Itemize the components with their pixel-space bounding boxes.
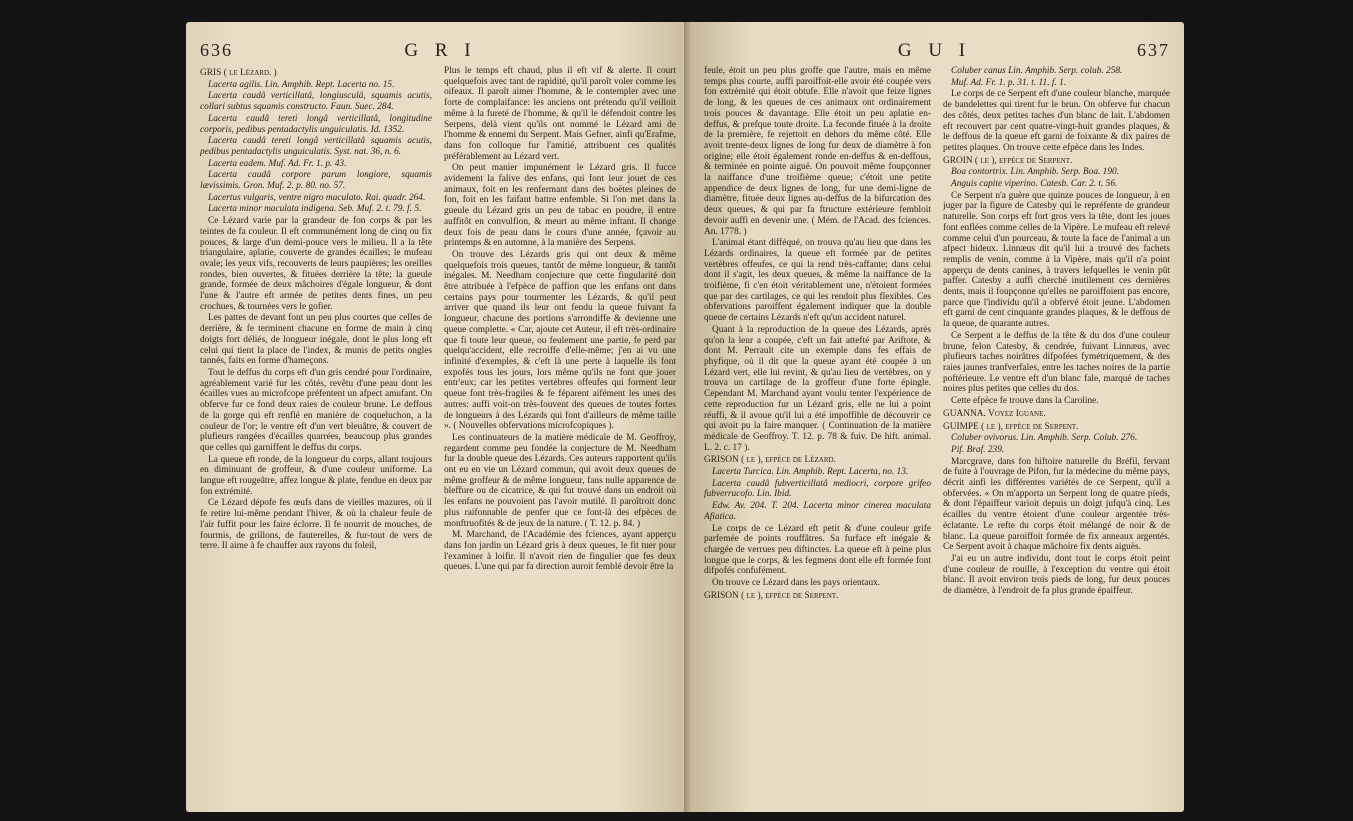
synonym-line: Coluber ovivorus. Lin. Amphib. Serp. Colub. 276. bbox=[951, 433, 1138, 444]
entry-heading: GRISON ( le ), efpèce de Serpent. bbox=[704, 590, 839, 601]
paragraph: Ce Serpent a le deffus de la tête & du dos d'une couleur brune, felon Catesby, & cendrée, fuivant Linnæus, avec plufieurs taches noirâtres difpofées fymétriquement, & des raies jaunes tranfverfales, entre les taches noires de la partie poftérieure. Le ventre eft d'un blanc fale, marqué de taches noires plus petites que celles du dos. bbox=[943, 330, 1170, 395]
synonym-line: Pif. Braf. 239. bbox=[951, 444, 1005, 455]
synonym-line: Lacerta caudâ tereti longâ verticillatâ, longitudine corporis, pedibus pentadactylis unguiculatis. Id. 1352. bbox=[200, 113, 432, 135]
right-page-header bbox=[704, 40, 1170, 62]
synonym-line: Lacerta caudâ tereti longâ verticillatâ squamis acutis, pedibus pentadactylis unguiculatis. Syst. nat. 36, n. 6. bbox=[200, 136, 432, 157]
right-column-1 bbox=[704, 66, 931, 810]
entry-heading: GROIN ( le ), efpèce de Serpent. bbox=[943, 155, 1073, 166]
synonym-line: Muf. Ad. Fr. 1. p. 31. t. 11. f. 1. bbox=[951, 77, 1067, 88]
paragraph: Ce Serpent n'a guère que quinze pouces de longueur, à en juger par la figure de Catesby qui le repréfente de grandeur naturelle. Son corps eft fort gros vers la tête, dont les joues font enflées comme celles de la Vipère. Le mufeau eft relevé comme celui d'un pourceau, & toute la face de l'animal a un afpect hideux. Linnæus dit qu'il lui a trouvé des fachets remplis de venin, comme à la Vipère, mais qu'il n'a point apperçu de dents canines, à travers lefquelles le venin pût paffer. Catesby a auffi cherché inutilement ces dernières dents, mais il foupçonne qu'elles ne paroiffoient pas encore, parce que l'individu qu'il a obfervé étoit jeune. L'abdomen eft garni de cent cinquante grandes plaques, & le deffous de la queue, de quarante autres. bbox=[943, 190, 1170, 330]
left-column-1 bbox=[200, 66, 432, 810]
paragraph: Tout le deffus du corps eft d'un gris cendré pour l'ordinaire, agréablement varié fur les côtés, revêtu d'une peau dont les écailles vues au microfcope préfentent un afpect amufant. On obferve fur ce fond deux raies de couleur brune. Le deffous de la gorge qui eft renflé en manière de coqueluchon, a la couleur de l'or; le ventre eft d'un vert bleuâtre, & couvert de plufieurs rangées d'écailles quarrées, beaucoup plus grandes que celles qui garniffent le deffus du corps. bbox=[200, 367, 432, 453]
right-page bbox=[690, 22, 1184, 812]
right-page-number: 637 bbox=[1137, 40, 1170, 60]
paragraph: L'animal étant difféqué, on trouva qu'au lieu que dans les Lézards ordinaires, la queue eft formée par de petites vertèbres offeufes, ce qui la rend très-caffante; dans celui dont il s'agit, les deux queues, & même la naiffance de la troifième, fi c'en étoit véritablement une, n'étoient formées que par des cartilages, ce qui les rendoit plus flexibles. Ces obfervations paroiffent également indiquer que la double queue de certains Lézards n'eft qu'un accident naturel. bbox=[704, 238, 931, 324]
synonym-line: Anguis capite viperino. Catesb. Car. 2. t. 56. bbox=[951, 179, 1118, 190]
synonym-line: Lacerta minor maculata indigena. Seb. Muf. 2. t. 79. f. 5. bbox=[208, 204, 422, 215]
synonym-line: Lacerta caudâ verticillatâ, longiusculâ, squamis acutis, collari subtus squamis constructo. Faun. Suec. 284. bbox=[200, 91, 432, 113]
paragraph: Plus le temps eft chaud, plus il eft vif & alerte. Il court quelquefois avec tant de rapidité, qu'il paroît voler comme les oifeaux. Il paroît aimer l'homme, & le contempler avec une forte de complaifance: les anciens ont prétendu qu'il veilloit même à la fureté de l'homme, & qu'il le défendoit contre les Serpens, delà vient qu'ils ont nommé le Lézard ami de l'homme & ennemi du Serpent. Mais Gefner, ainfi qu'Erafme, dans fon colloque fur l'amitié, attribuent ces qualités préférablement au Lézard vert. bbox=[444, 66, 676, 162]
entry-heading: GRISON ( le ), efpèce de Lézard. bbox=[704, 455, 836, 466]
paragraph: Cette efpèce fe trouve dans la Caroline. bbox=[951, 396, 1099, 407]
synonym-line: Lacertus vulgaris, ventre nigro maculato. Rai. quadr. 264. bbox=[208, 192, 426, 203]
paragraph: Marcgrave, dans fon hiftoire naturelle du Bréfil, fervant de fuite à l'ouvrage de Pifon, fur la médecine du même pays, décrit ainfi les différentes variétés de ce Serpent, qu'il a obfervées. « On m'apporta un Serpent long de quatre pieds, & dont l'épaiffeur varioit depuis un doigt jufqu'à cinq. Les écailles du ventre étoient d'une couleur argentée très-éclatante. Le refte du corps étoit mélangé de noir & de blanc. La queue paroiffoit formée de fix anneaux argentés. Ce Serpent avoit à chaque mâchoire fix dents aiguës. bbox=[943, 456, 1170, 553]
left-page-header bbox=[200, 40, 676, 62]
left-page-number: 636 bbox=[200, 40, 233, 60]
paragraph: Les pattes de devant font un peu plus courtes que celles de derrière, & fe terminent chacune en forme de main à cinq doigts fort déliés, de longueur inégale, dont le plus long eft celui qui tient la place de l'index, & munis de petits ongles tannés, faits en forme d'hameçons. bbox=[200, 313, 432, 367]
left-page bbox=[186, 22, 690, 812]
paragraph: J'ai eu un autre individu, dont tout le corps étoit peint d'une couleur de rouille, à l'exception du ventre qui étoit blanc. Il avoit environ trois pieds de long, fur deux pouces de diamètre, à l'endroit de fa plus grande épaiffeur. bbox=[943, 553, 1170, 597]
synonym-line: Lacerta caudâ corpore parum longiore, squamis lævissimis. Gron. Muf. 2. p. 80. no. 57. bbox=[200, 170, 432, 192]
synonym-line: Lacerta Turcica. Lin. Amphib. Rept. Lacerta, no. 13. bbox=[712, 467, 909, 478]
paragraph: Ce Lézard varie par la grandeur de fon corps & par les teintes de fa couleur. Il eft communément long de cinq ou fix pouces, & large d'un demi-pouce vers le milieu. Il a la tête triangulaire, aplatie, couverte de grandes écailles; le mufeau ovale; les yeux vifs, recouverts de leurs paupières; les oreilles rondes, bien ouvertes, & fituées derrière la tête; la gueule grande, formée de deux mâchoires d'égale longueur, & dont l'une & l'autre eft armée de petites dents fines, un peu crochues, & tournées vers le gofier. bbox=[200, 216, 432, 312]
paragraph: On trouve ce Lézard dans les pays orientaux. bbox=[712, 578, 881, 589]
paragraph: Le corps de ce Serpent eft d'une couleur blanche, marquée de bandelettes qui tirent fur le brun. On obferve fur chacun des côtés, deux petites taches d'un blanc de lait. L'abdomen eft recouvert par cent quatre-vingt-huit grandes plaques, & le deffous de la queue eft garni de foixante & dix paires de petites plaques. On trouve cette efpèce dans les Indes. bbox=[943, 89, 1170, 153]
paragraph: feule, étoit un peu plus groffe que l'autre, mais en même temps plus courte, auffi paroiffoit-elle avoir été coupée vers fon extrémité qui étoit obtufe. Elle n'avoit que feize lignes de long, & les queues de ces animaux ont ordinairement trois pouces & davantage. Elle étoit un peu aplatie en-deffus, & prefque toute droite. La feconde fituée à la droite de la première, fe rejettoit en dehors du même côté. Elle avoit trente-deux lignes de long fur deux de diamètre à fon origine; elle étoit également ronde en-deffus & en-deffous, & terminée en pointe aiguë. On pouvoit même foupçonner la naiffance d'une troifième queue; c'étoit une petite appendice de deux lignes de long, fur une demi-ligne de diamètre, fituée deux lignes au-deffus de la bifurcation des deux queues, & qui par fa ftructure extérieure fembloit devoir auffi en devenir une. ( Mém. de l'Acad. des fciences. An. 1778. ) bbox=[704, 66, 931, 237]
synonym-line: Lacerta caudâ fubverticillatâ mediocri, corpore grifeo fubverrucofo. Lin. Ibid. bbox=[704, 478, 931, 500]
entry-heading: GUANNA. Voyez Iguane. bbox=[943, 408, 1046, 419]
left-running-head: G R I bbox=[404, 40, 477, 61]
synonym-line: Lacerta eadem. Muf. Ad. Fr. 1. p. 43. bbox=[208, 158, 347, 169]
paragraph: Ce Lézard dépofe fes œufs dans de vieilles mazures, où il fe retire lui-même pendant l'hiver, & où la chaleur feule de l'air fuffit pour les faire éclorre. Il fe nourrit de mouches, de fourmis, de grillons, de fauterelles, & fur-tout de vers de terre. Il aime à fe chauffer aux rayons du foleil, bbox=[200, 498, 432, 552]
left-column-2 bbox=[444, 66, 676, 810]
paragraph: Les continuateurs de la matière médicale de M. Geoffroy, regardent comme peu fondée la conjecture de M. Needham fur la double queue des Lézards. Ces auteurs rapportent qu'ils ont eu en vie un Lézard commun, qui avoit deux queues de même groffeur & de même longueur, fans nulle apparence de bleffure ou de cicatrice, & qui fut trouvé dans un endroit où les enfans ne pouvoient pas l'avoir mutilé. Il paroîtroit donc plus raifonnable de penfer que ce font-là des efpèces de monftruofités & de jeux de la nature. ( T. 12. p. 84. ) bbox=[444, 432, 676, 529]
paragraph: On trouve des Lézards gris qui ont deux & même quelquefois trois queues, tantôt de même longueur, & tantôt inégales. M. Needham conjecture que cette fingularité doit être attribuée à l'efpèce de paffion que les enfans ont dans certains pays pour tourmenter les Lézards, & qu'il peut arriver que quand ils leur ont fendu la queue fuivant fa longueur, chacune des portions s'arrondiffe & devienne une queue complette. « Car, ajoute cet Auteur, il eft très-ordinaire que fi toute leur queue, ou feulement une partie, fe perd par quelqu'accident, elle recroiffe d'elle-même; j'en ai vu une infinité d'exemples, & c'eft là une perte à laquelle ils font expofés tous les jours, lors même qu'ils ne font que jouer entr'eux; car les petites vertèbres offeufes qui forment leur queue font très-fragiles & fe féparent aifément les unes des autres: auffi voit-on très-fouvent des queues de toutes fortes de longueurs à des Lézards qui font d'ailleurs de même taille ». ( Nouvelles obfervations microfcopiques ). bbox=[444, 249, 676, 432]
paragraph: On peut manier impunément le Lézard gris. Il fucce avidement la falive des enfans, qui font leur jouet de ces animaux, foit en les renfermant dans des boëtes pleines de fon, foit en les faifant battre enfemble. Si l'on met dans la gueule du Lézard gris un peu de tabac en poudre, il entre auffitôt en convulfion, & meurt au même inftant. Il change deux fois de peau dans le cours d'une année, fçavoir au printemps & en automne, à la manière des Serpens. bbox=[444, 163, 676, 249]
synonym-line: Edw. Av. 204. T. 204. Lacerta minor cinerea maculata Afiatica. bbox=[704, 501, 931, 522]
right-column-2 bbox=[943, 66, 1170, 810]
synonym-line: Coluber canus Lin. Amphib. Serp. colub. 258. bbox=[951, 66, 1123, 76]
synonym-line: Boa contortrix. Lin. Amphib. Serp. Boa. 190. bbox=[951, 167, 1120, 178]
paragraph: La queue eft ronde, de la longueur du corps, allant toujours en diminuant de groffeur, & d'une couleur uniforme. La langue eft rougeâtre, affez longue & plate, fendue en deux par fon extrémité. bbox=[200, 454, 432, 497]
paragraph: M. Marchand, de l'Académie des fciences, ayant apperçu dans fon jardin un Lézard gris à deux queues, le fit tuer pour l'examiner à loifir. Il n'avoit rien de fingulier que fes deux queues. L'une qui par fa direction auroit femblé devoir être la bbox=[444, 530, 676, 573]
synonym-line: Lacerta agilis. Lin. Amphib. Rept. Lacerta no. 15. bbox=[208, 79, 395, 90]
entry-heading: GUIMPE ( le ), efpèce de Serpent. bbox=[943, 421, 1079, 432]
right-running-head: G U I bbox=[897, 40, 972, 61]
entry-heading: GRIS ( le Lézard. ) bbox=[200, 68, 277, 78]
paragraph: Quant à la reproduction de la queue des Lézards, après qu'on la leur a coupée, c'eft un fait attefté par Ariftote, & dont M. Perrault cite un exemple dans fes effais de phyfique, où il dit que la queue ayant été coupée à un Lézard vert, elle lui revint, & qu'au lieu de vertèbres, on y trouva un cartilage de la groffeur d'une forte épingle. Cependant M. Marchand ayant voulu tenter l'expérience de cette reproduction fur un Lézard gris, elle ne lui a point réuffi, & il avoue qu'il lui a été impoffible de découvrir ce qui avoit pu la faire manquer. ( Continuation de la matière médicale de Geoffroy. T. 12. p. 78 & fuiv. De hift. animal. L. 2. c. 17 ). bbox=[704, 324, 931, 453]
paragraph: Le corps de ce Lézard eft petit & d'une couleur grife parfemée de points rouffâtres. Sa furface eft inégale & chargée de verrues peu diftinctes. La queue eft à peine plus longue que le corps, & les fegmens dont elle eft formée font difpofés confufément. bbox=[704, 523, 931, 577]
